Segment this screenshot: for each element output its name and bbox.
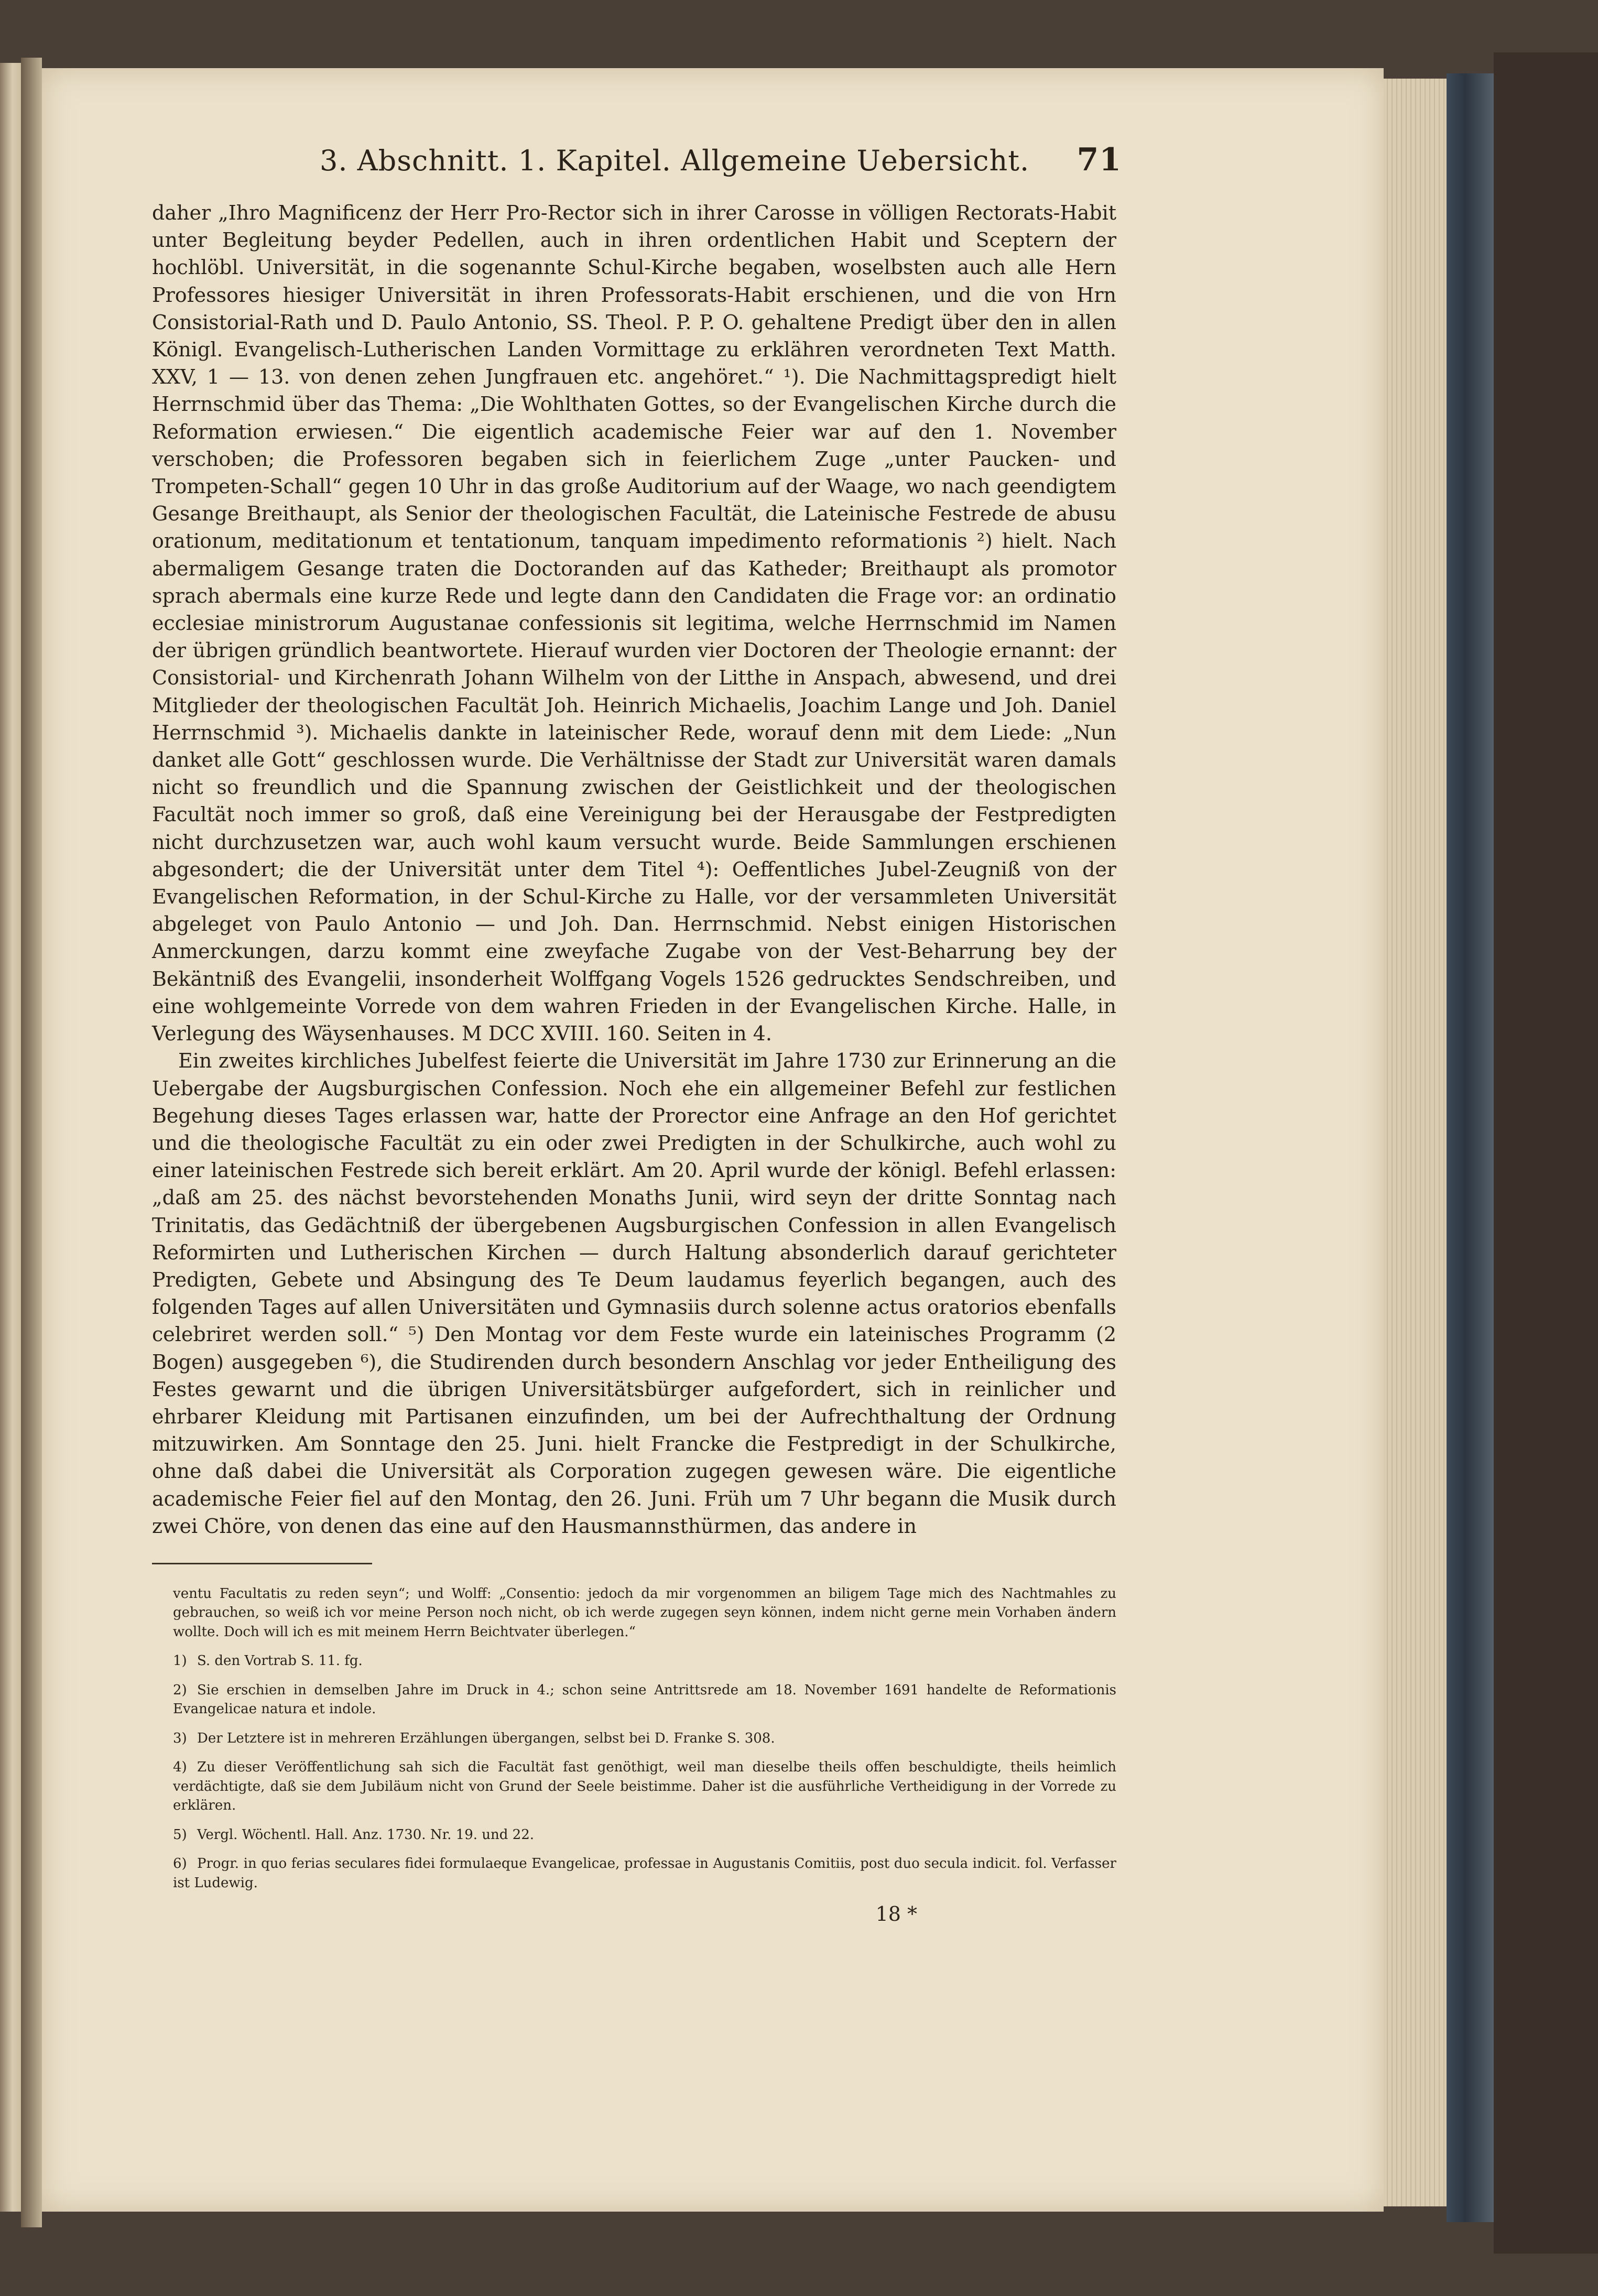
footnote-number: 6): [173, 1856, 187, 1872]
paragraph-2: Ein zweites kirchliches Jubelfest feierte die Universität im Jahre 1730 zur Erinnerung an die Uebergabe der Augsburgischen Confession. Noch ehe ein allgemeiner Befehl zur festlichen Begehung dieses Tages erlassen war, hatte der Prorector eine Anfrage an den Hof gerichtet und die theologische Facultät zu ein oder zwei Predigten in der Schulkirche, auch wohl zu einer lateinischen Festrede sich bereit erklärt. Am 20. April wurde der königl. Befehl erlassen: „daß am 25. des nächst bevorstehenden Monaths Junii, wird seyn der dritte Sonntag nach Trinitatis, das Gedächtniß der übergebenen Augsburgischen Confession in allen Evangelisch Reformirten und Lutherischen Kirchen — durch Haltung absonderlich darauf gerichteter Predigten, Gebete und Absingung des Te Deum laudamus feyerlich begangen, auch des folgenden Tages auf allen Universitäten und Gymnasiis durch solenne actus oratorios ebenfalls celebriret werden soll.“ ⁵) Den Montag vor dem Feste wurde ein lateinisches Programm (2 Bogen) ausgegeben ⁶), die Studirenden durch besondern Anschlag vor jeder Entheiligung des Festes gewarnt und die übrigen Universitätsbürger aufgefordert, sich in reinlicher und ehrbarer Kleidung mit Partisanen einzufinden, um bei der Aufrechthaltung der Ordnung mitzuwirken. Am Sonntage den 25. Juni. hielt Francke die Festpredigt in der Schulkirche, ohne daß dabei die Universität als Corporation zugegen gewesen wäre. Die eigentliche academische Feier fiel auf den Montag, den 26. Juni. Früh um 7 Uhr begann die Musik durch zwei Chöre, von denen das eine auf den Hausmannsthürmen, das andere in: [152, 1049, 1116, 1538]
running-head: [152, 142, 1148, 178]
printer-signature-mark: 18 *: [875, 1902, 917, 1926]
page-block-edges: [1384, 79, 1447, 2206]
footnote-number: 4): [173, 1759, 187, 1776]
footnote-6: [173, 1854, 1116, 1892]
footnote-1: [173, 1651, 1116, 1671]
footnote-divider: [152, 1563, 372, 1564]
footnote-number: 2): [173, 1682, 187, 1698]
page-number: 71: [1077, 142, 1122, 178]
footnote-text: Vergl. Wöchentl. Hall. Anz. 1730. Nr. 19. und 22.: [197, 1826, 535, 1843]
footnote-number: 1): [173, 1653, 187, 1669]
footnote-text: S. den Vortrab S. 11. fg.: [197, 1653, 363, 1669]
footnote-text: Sie erschien in demselben Jahre im Druck in 4.; schon seine Antrittsrede am 18. November 1691 handelte de Reformationis Evangelicae natura et indole.: [173, 1682, 1116, 1717]
paragraph-1: daher „Ihro Magnificenz der Herr Pro-Rector sich in ihrer Carosse in völligen Rectorats-Habit unter Begleitung beyder Pedellen, auch in ihren ordentlichen Habit und Sceptern der hochlöbl. Universität, in die sogenannte Schul-Kirche begaben, woselbsten auch alle Hern Professores hiesiger Universität in ihren Professorats-Habit erschienen, und die von Hrn Consistorial-Rath und D. Paulo Antonio, SS. Theol. P. P. O. gehaltene Predigt über den in allen Königl. Evangelisch-Lutherischen Landen Vormittage zu erklähren verordneten Text Matth. XXV, 1 — 13. von denen zehen Jungfrauen etc. angehöret.“ ¹). Die Nachmittagspredigt hielt Herrnschmid über das Thema: „Die Wohlthaten Gottes, so der Evangelischen Kirche durch die Reformation erwiesen.“ Die eigentlich academische Feier war auf den 1. November verschoben; die Professoren begaben sich in feierlichem Zuge „unter Paucken- und Trompeten-Schall“ gegen 10 Uhr in das große Auditorium auf der Waage, wo nach geendigtem Gesange Breithaupt, als Senior der theologischen Facultät, die Lateinische Festrede de abusu orationum, meditationum et tentationum, tanquam impedimento reformationis ²) hielt. Nach abermaligem Gesange traten die Doctoranden auf das Katheder; Breithaupt als promotor sprach abermals eine kurze Rede und legte dann den Candidaten die Frage vor: an ordinatio ecclesiae ministrorum Augustanae confessionis sit legitima, welche Herrnschmid im Namen der übrigen gründlich beantwortete. Hierauf wurden vier Doctoren der Theologie ernannt: der Consistorial- und Kirchenrath Johann Wilhelm von der Litthe in Anspach, abwesend, und drei Mitglieder der theologischen Facultät Joh. Heinrich Michaelis, Joachim Lange und Joh. Daniel Herrnschmid ³). Michaelis dankte in lateinischer Rede, worauf denn mit dem Liede: „Nun danket alle Gott“ geschlossen wurde. Die Verhältnisse der Stadt zur Universität waren damals nicht so freundlich und die Spannung zwischen der Geistlichkeit und der theologischen Facultät noch immer so groß, daß eine Vereinigung bei der Herausgabe der Festpredigten nicht durchzusetzen war, auch wohl kaum versucht wurde. Beide Sammlungen erschienen abgesondert; die der Universität unter dem Titel ⁴): Oeffentliches Jubel-Zeugniß von der Evangelischen Reformation, in der Schul-Kirche zu Halle, vor der versammleten Universität abgeleget von Paulo Antonio — und Joh. Dan. Herrnschmid. Nebst einigen Historischen Anmerckungen, darzu kommt eine zweyfache Zugabe von der Vest-Beharrung bey der Bekäntniß des Evangelii, insonderheit Wolffgang Vogels 1526 gedrucktes Sendschreiben, und eine wohlgemeinte Vorrede von dem wahren Frieden in der Evangelischen Kirche. Halle, in Verlegung des Wäysenhauses. M DCC XVIII. 160. Seiten in 4.: [152, 201, 1116, 1046]
footnote-5: [173, 1825, 1116, 1845]
book-cover-edge: [1447, 73, 1494, 2222]
footnote-number: 3): [173, 1730, 187, 1746]
footnote-text: Progr. in quo ferias seculares fidei formulaeque Evangelicae, professae in Augustanis Comitiis, post duo secula indicit. fol. Verfasser ist Ludewig.: [173, 1856, 1116, 1891]
body-text: [152, 199, 1116, 1540]
footnote-continuation: ventu Facultatis zu reden seyn“; und Wolff: „Consentio: jedoch da mir vorgenommen an biligem Tage mich des Nachtmahles zu gebrauchen, so weiß ich vor meine Person noch nicht, ob ich werde zugegen seyn können, indem nicht gerne mein Vorhaben ändern wollte. Doch will ich es mit meinem Herrn Beichtvater überlegen.“: [173, 1585, 1116, 1640]
footnotes: [152, 1584, 1116, 1893]
book-cover-background: [1494, 52, 1598, 2254]
left-page-edge: [0, 63, 21, 2212]
book-gutter: [21, 58, 42, 2227]
running-head-title: 3. Abschnitt. 1. Kapitel. Allgemeine Uebersicht.: [320, 144, 1030, 177]
page-content: [152, 142, 1122, 1926]
footnote-number: 5): [173, 1826, 187, 1843]
footnote-4: [173, 1758, 1116, 1815]
footnote-2: [173, 1681, 1116, 1719]
footnote-text: Der Letztere ist in mehreren Erzählungen übergangen, selbst bei D. Franke S. 308.: [197, 1730, 775, 1746]
footnote-text: Zu dieser Veröffentlichung sah sich die Facultät fast genöthigt, weil man dieselbe theils offen beschuldigte, theils heimlich verdächtigte, daß sie dem Jubiläum nicht von Grund der Seele beistimme. Daher ist die ausführliche Vertheidigung in der Vorrede zu erklären.: [173, 1759, 1116, 1814]
footnote-3: [173, 1729, 1116, 1748]
